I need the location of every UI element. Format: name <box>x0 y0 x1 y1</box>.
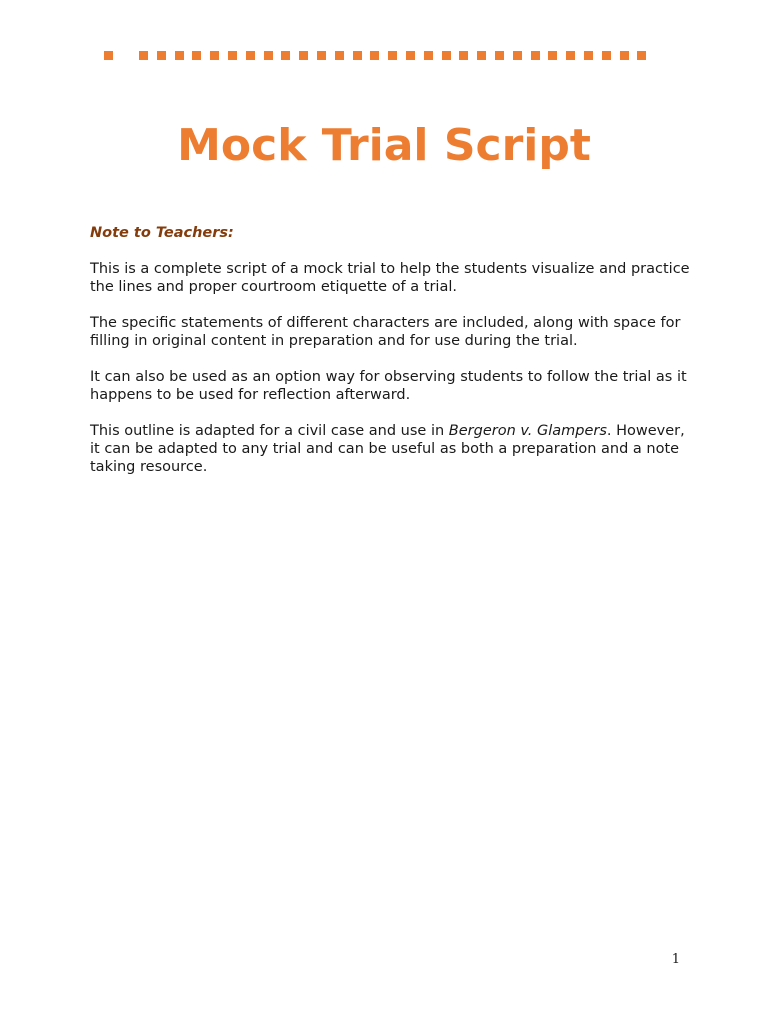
rule-dot <box>192 51 201 60</box>
case-name: Bergeron v. Glampers <box>448 423 607 439</box>
rule-dot <box>459 51 468 60</box>
rule-dot <box>406 51 415 60</box>
rule-dot <box>424 51 433 60</box>
rule-dot <box>442 51 451 60</box>
rule-dot <box>531 51 540 60</box>
rule-dot <box>495 51 504 60</box>
rule-dot <box>637 51 646 60</box>
rule-dot <box>210 51 219 60</box>
rule-dot <box>264 51 273 60</box>
rule-dot <box>175 51 184 60</box>
rule-dot <box>281 51 290 60</box>
document-body <box>90 224 690 494</box>
rule-dot <box>335 51 344 60</box>
rule-dot <box>602 51 611 60</box>
rule-dot <box>477 51 486 60</box>
rule-dot <box>317 51 326 60</box>
note-heading: Note to Teachers: <box>90 225 234 241</box>
rule-dot <box>299 51 308 60</box>
page-number: 1 <box>671 952 680 967</box>
rule-dot <box>548 51 557 60</box>
rule-dot <box>584 51 593 60</box>
paragraph-4-text-after: . However, it can be adapted to any trial and can be useful as both a preparation and a note taking resource. <box>90 423 685 475</box>
rule-dot <box>104 51 113 60</box>
rule-dot <box>620 51 629 60</box>
paragraph-1: This is a complete script of a mock trial to help the students visualize and practice the lines and proper courtroom etiquette of a trial. <box>90 261 690 295</box>
rule-dot <box>513 51 522 60</box>
rule-dot <box>139 51 148 60</box>
decorative-dotted-rule <box>104 51 664 61</box>
paragraph-4 <box>90 422 690 476</box>
rule-dot <box>388 51 397 60</box>
rule-dot <box>353 51 362 60</box>
rule-dot <box>246 51 255 60</box>
document-title: Mock Trial Script <box>177 120 591 171</box>
paragraph-2: The specific statements of different characters are included, along with space for filling in original content in preparation and for use during the trial. <box>90 315 681 349</box>
paragraph-4-text-before: This outline is adapted for a civil case and use in <box>90 423 449 439</box>
rule-dot <box>228 51 237 60</box>
rule-dot <box>157 51 166 60</box>
rule-dot <box>370 51 379 60</box>
rule-dot <box>566 51 575 60</box>
paragraph-3: It can also be used as an option way for observing students to follow the trial as it happens to be used for reflection afterward. <box>90 369 687 403</box>
